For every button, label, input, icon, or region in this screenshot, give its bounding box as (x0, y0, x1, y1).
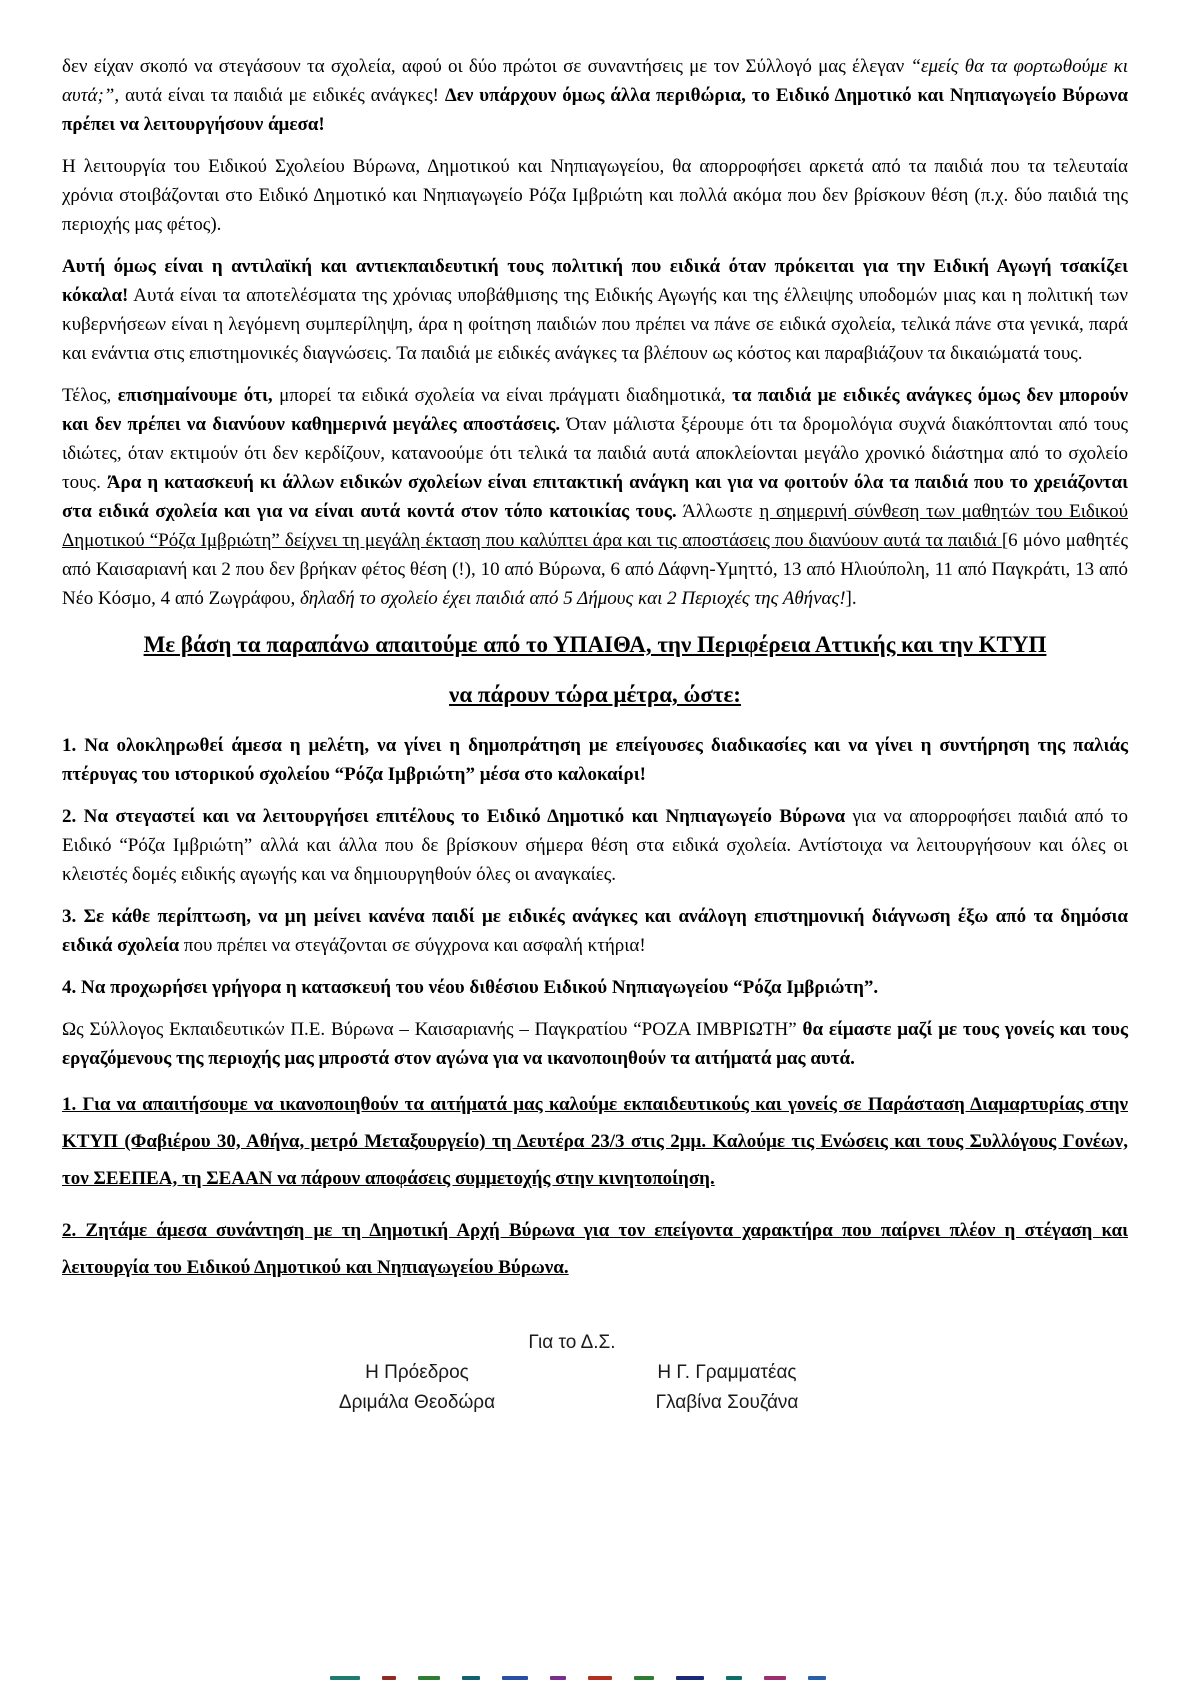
paragraph-policy-critique: Αυτή όμως είναι η αντιλαϊκή και αντιεκπαιδευτική τους πολιτική που ειδικά όταν πρόκειται για την Ειδική Αγωγή τσακίζει κόκαλα! Αυτά είναι τα αποτελέσματα της χρόνιας υποβάθμισης της Ειδικής Αγωγής και της έλλειψης υποδομών μιας και η πολιτική των κυβερνήσεων είναι η λεγόμενη συμπερίληψη, άρα η φοίτηση παιδιών που πρέπει να πάνε σε ειδικά σχολεία, τελικά πάνε στα γενικά, παρά και ενάντια στις επιστημονικές διαγνώσεις. Τα παιδιά με ειδικές ανάγκες τα βλέπουν ως κόστος και παραβιάζουν τα δικαιώματά τους. (62, 256, 1128, 364)
paragraph-union-statement: Ως Σύλλογος Εκπαιδευτικών Π.Ε. Βύρωνα – Καισαριανής – Παγκρατίου “ΡΟΖΑ ΙΜΒΡΙΩΤΗ” θα είμαστε μαζί με τους γονείς και τους εργαζόμενους της περιοχής μας μπροστά στον αγώνα για να ικανοποιηθούν τα αιτήματά μας αυτά. (62, 1019, 1128, 1069)
action-item-1: 1. Για να απαιτήσουμε να ικανοποιηθούν τα αιτήματά μας καλούμε εκπαιδευτικούς και γονείς σε Παράσταση Διαμαρτυρίας στην ΚΤΥΠ (Φαβιέρου 30, Αθήνα, μετρό Μεταξουργείο) τη Δευτέρα 23/3 στις 2μμ. Καλούμε τις Ενώσεις και τους Συλλόγους Γονέων, τον ΣΕΕΠΕΑ, τη ΣΕΑΑΝ να πάρουν αποφάσεις συμμετοχής στην κινητοποίηση. (62, 1094, 1128, 1189)
signature-right (572, 1358, 882, 1418)
signature-for-line: Για το Δ.Σ. (528, 1332, 616, 1353)
signature-left (262, 1358, 572, 1418)
demands-heading-line1: Με βάση τα παραπάνω απαιτούμε από το ΥΠΑΙΘΑ, την Περιφέρεια Αττικής και την ΚΤΥΠ (143, 632, 1047, 657)
signature-left-name: Δριμάλα Θεοδώρα (338, 1392, 496, 1413)
signature-block (62, 1328, 1128, 1418)
signature-left-role: Η Πρόεδρος (365, 1362, 469, 1383)
actions-list (62, 1086, 1128, 1286)
demand-item-4: 4. Να προχωρήσει γρήγορα η κατασκευή του νέου διθέσιου Ειδικού Νηπιαγωγείου “Ρόζα Ιμβριώτη”. (62, 977, 879, 998)
paragraph-distances: Τέλος, επισημαίνουμε ότι, μπορεί τα ειδικά σχολεία να είναι πράγματι διαδημοτικά, τα παιδιά με ειδικές ανάγκες όμως δεν μπορούν και δεν πρέπει να διανύουν καθημερινά μεγάλες αποστάσεις. Όταν μάλιστα ξέρουμε ότι τα δρομολόγια συχνά διακόπτονται από τους ιδιώτες, όταν εκτιμούν ότι δεν κερδίζουν, κατανοούμε ότι τελικά τα παιδιά αυτά αποκλείονται μεγάλο χρονικό διάστημα από το σχολείο τους. Άρα η κατασκευή κι άλλων ειδικών σχολείων είναι επιτακτική ανάγκη και για να φοιτούν όλα τα παιδιά που το χρειάζονται στα ειδικά σχολεία και για να είναι αυτά κοντά στον τόπο κατοικίας τους. Άλλωστε η σημερινή σύνθεση των μαθητών του Ειδικού Δημοτικού “Ρόζα Ιμβριώτη” δείχνει τη μεγάλη έκταση που καλύπτει άρα και τις αποστάσεις που διανύουν αυτά τα παιδιά [6 μόνο μαθητές από Καισαριανή και 2 που δεν βρήκαν φέτος θέση (!), 10 από Βύρωνα, 6 από Δάφνη-Υμηττό, 13 από Ηλιούπολη, 11 από Παγκράτι, 13 από Νέο Κόσμο, 4 από Ζωγράφου, δηλαδή το σχολείο έχει παιδιά από 5 Δήμους και 2 Περιοχές της Αθήνας!]. (62, 385, 1129, 609)
paragraph-school-operation: Η λειτουργία του Ειδικού Σχολείου Βύρωνα, Δημοτικού και Νηπιαγωγείου, θα απορροφήσει αρκετά από τα παιδιά που τα τελευταία χρόνια στοιβάζονται στο Ειδικό Δημοτικό και Νηπιαγωγείο Ρόζα Ιμβριώτη και πολλά ακόμα που δεν βρίσκουν θέση (π.χ. δύο παιδιά της περιοχής μας φέτος). (62, 156, 1128, 235)
action-item-2: 2. Ζητάμε άμεσα συνάντηση με τη Δημοτική Αρχή Βύρωνα για τον επείγοντα χαρακτήρα που παίρνει πλέον η στέγαση και λειτουργία του Ειδικού Δημοτικού και Νηπιαγωγείου Βύρωνα. (62, 1220, 1128, 1278)
signature-right-role: Η Γ. Γραμματέας (657, 1362, 797, 1383)
demand-item-1: 1. Να ολοκληρωθεί άμεσα η μελέτη, να γίνει η δημοπράτηση με επείγουσες διαδικασίες και να γίνει η συντήρηση της παλιάς πτέρυγας του ιστορικού σχολείου “Ρόζα Ιμβριώτη” μέσα στο καλοκαίρι! (62, 735, 1128, 785)
demand-item-2: 2. Να στεγαστεί και να λειτουργήσει επιτέλους το Ειδικό Δημοτικό και Νηπιαγωγείο Βύρωνα για να απορροφήσει παιδιά από το Ειδικό “Ρόζα Ιμβριώτη” αλλά και άλλα που δε βρίσκουν σήμερα θέση στα ειδικά σχολεία. Αντίστοιχα να λειτουργήσουν και όλες οι κλειστές δομές ειδικής αγωγής και να δημιουργηθούν όλες οι αναγκαίες. (62, 806, 1128, 885)
demands-list (62, 731, 1128, 1002)
bottom-artifact-strip (330, 1676, 826, 1680)
signature-columns (262, 1358, 882, 1418)
paragraph-intro: δεν είχαν σκοπό να στεγάσουν τα σχολεία, αφού οι δύο πρώτοι σε συναντήσεις με τον Σύλλογό μας έλεγαν “εμείς θα τα φορτωθούμε κι αυτά;”, αυτά είναι τα παιδιά με ειδικές ανάγκες! Δεν υπάρχουν όμως άλλα περιθώρια, το Ειδικό Δημοτικό και Νηπιαγωγείο Βύρωνα πρέπει να λειτουργήσουν άμεσα! (62, 56, 1128, 135)
demands-heading-line2: να πάρουν τώρα μέτρα, ώστε: (449, 682, 741, 707)
signature-right-name: Γλαβίνα Σουζάνα (655, 1392, 799, 1413)
demand-item-3: 3. Σε κάθε περίπτωση, να μη μείνει κανένα παιδί με ειδικές ανάγκες και ανάλογη επιστημονική διάγνωση έξω από τα δημόσια ειδικά σχολεία που πρέπει να στεγάζονται σε σύγχρονα και ασφαλή κτήρια! (62, 906, 1128, 956)
